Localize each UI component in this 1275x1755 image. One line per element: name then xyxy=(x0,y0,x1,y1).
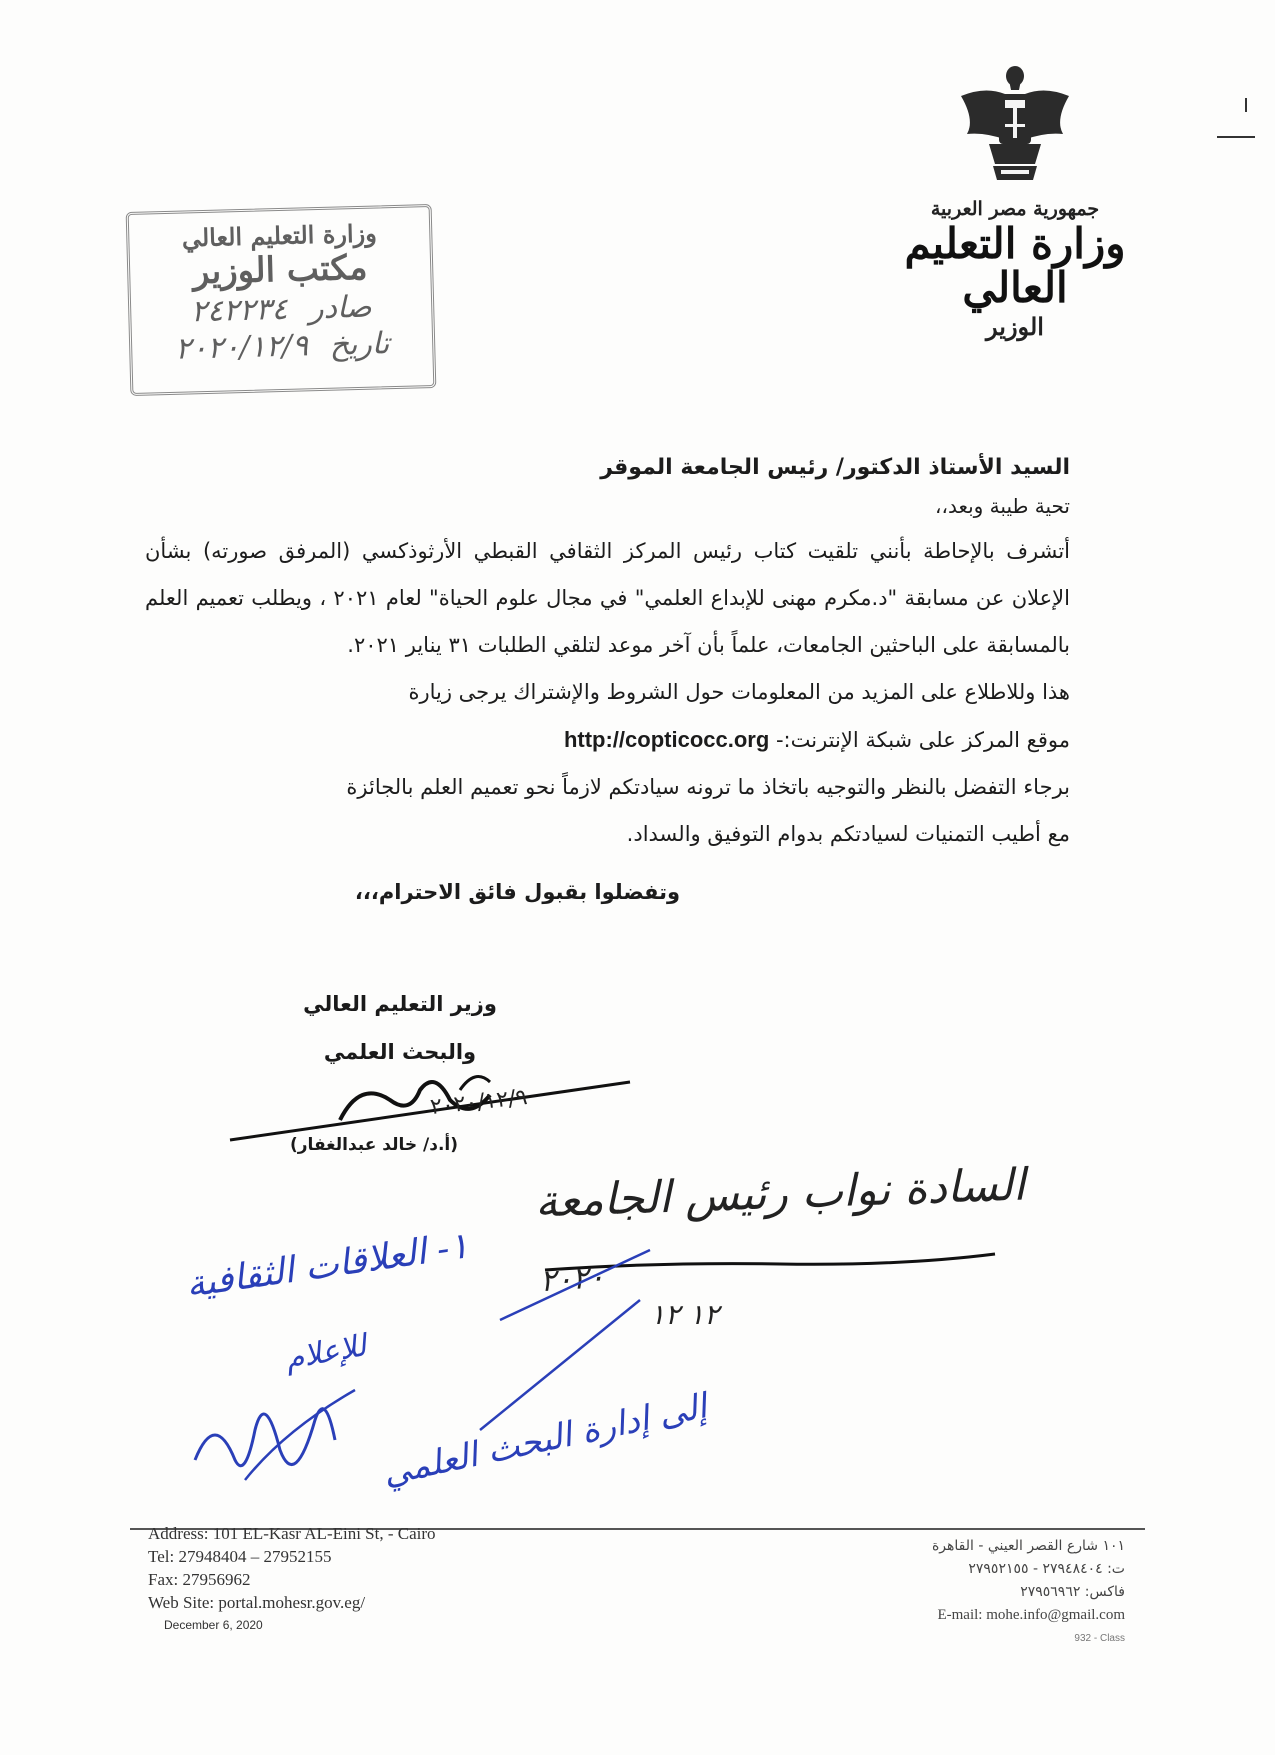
closing-line: وتفضلوا بقبول فائق الاحترام،،، xyxy=(354,880,681,904)
blue-stroke-lines-icon xyxy=(470,1240,660,1440)
paragraph-request: برجاء التفضل بالنظر والتوجيه باتخاذ ما ترونه سيادتكم لازماً نحو تعميم العلم بالجائزة xyxy=(346,775,1070,799)
paragraph-wishes: مع أطيب التمنيات لسيادتكم بدوام التوفيق والسداد. xyxy=(626,822,1070,846)
footer-ar-address: ١٠١ شارع القصر العيني - القاهرة xyxy=(931,1538,1125,1554)
stamp-office: مكتب الوزير xyxy=(192,247,368,293)
footer-date: December 6, 2020 xyxy=(164,1618,263,1632)
footer-tel: Tel: 27948404 – 27952155 xyxy=(148,1547,332,1566)
handwritten-blue-directive-2: للإعلام xyxy=(282,1328,369,1377)
paragraph-info: هذا وللاطلاع على المزيد من المعلومات حول الشروط والإشتراك يرجى زيارة xyxy=(408,680,1070,704)
website-url[interactable]: http://copticocc.org xyxy=(563,727,770,752)
stamp-date-row xyxy=(132,325,433,368)
signatory-name: (أ.د/ خالد عبدالغفار) xyxy=(290,1135,459,1155)
handwritten-blue-directive-1: ١- العلاقات الثقافية xyxy=(183,1225,472,1306)
addressee: السيد الأستاذ الدكتور/ رئيس الجامعة الموقر xyxy=(600,455,1070,480)
incoming-stamp xyxy=(126,204,437,396)
stamp-ministry: وزارة التعليم العالي xyxy=(181,218,378,253)
edge-line-mark xyxy=(1217,136,1255,138)
signature-date: ٢٠٢٠/١٢/٩ xyxy=(428,1084,529,1121)
footer-class-code: 932 - Class xyxy=(1074,1633,1125,1644)
edge-tick-mark xyxy=(1245,98,1247,112)
letterhead xyxy=(865,60,1165,341)
handwritten-referral-note: السادة نواب رئيس الجامعة xyxy=(534,1159,1026,1228)
stamp-date: ٢٠٢٠/١٢/٩ xyxy=(174,328,309,367)
footer-english-contact xyxy=(148,1522,436,1636)
footer-ar-tel: ت: ٢٧٩٤٨٤٠٤ - ٢٧٩٥٢١٥٥ xyxy=(968,1561,1125,1577)
stamp-date-label: تاريخ xyxy=(329,326,390,363)
signatory-title-line1: وزير التعليم العالي xyxy=(303,992,497,1016)
signatory-title-line2: والبحث العلمي xyxy=(323,1040,477,1064)
stamp-number: ٢٤٢٢٣٤ xyxy=(190,291,289,330)
footer-email[interactable]: E-mail: mohe.info@gmail.com xyxy=(937,1607,1125,1623)
stamp-number-label: صادر xyxy=(308,289,373,327)
paragraph-announcement: أتشرف بالإحاطة بأنني تلقيت كتاب رئيس المركز الثقافي القبطي الأرثوذكسي (المرفق صورته) بشأن الإعلان عن مسابقة "د.مكرم مهنى للإبداع العلمي" في مجال علوم الحياة" لعام ٢٠٢١ ، ويطلب تعميم العلم بالمسابقة على الباحثين الجامعات، علماً بأن آخر موعد لتلقي الطلبات ٣١ يناير ٢٠٢١. xyxy=(145,539,1070,657)
handwritten-date-year: ٢٠٢٠ xyxy=(538,1259,606,1300)
footer-fax: Fax: 27956962 xyxy=(148,1570,251,1589)
letter-body xyxy=(145,455,1070,904)
handwritten-date-daymonth: ١٢ ١٢ xyxy=(650,1298,720,1331)
stamp-number-row xyxy=(131,288,432,331)
website-line xyxy=(145,716,1070,764)
footer-website[interactable]: Web Site: portal.mohesr.gov.eg/ xyxy=(148,1593,366,1612)
footer-arabic-contact xyxy=(932,1535,1125,1650)
minister-office: الوزير xyxy=(986,312,1044,342)
ministry-name: وزارة التعليم العالي xyxy=(904,219,1126,313)
footer-ar-fax: فاكس: ٢٧٩٥٦٩٦٢ xyxy=(1020,1584,1125,1600)
website-prefix: موقع المركز على شبكة الإنترنت:- xyxy=(775,728,1070,752)
footer-address: Address: 101 EL-Kasr AL-Eini St, - Cairo xyxy=(148,1524,436,1543)
greeting: تحية طيبة وبعد،، xyxy=(935,494,1070,518)
handwritten-blue-directive-3: إلى إدارة البحث العلمي xyxy=(379,1386,711,1494)
country-name: جمهورية مصر العربية xyxy=(930,198,1100,220)
eagle-emblem-icon xyxy=(955,60,1075,190)
blue-initials-icon xyxy=(185,1370,385,1500)
